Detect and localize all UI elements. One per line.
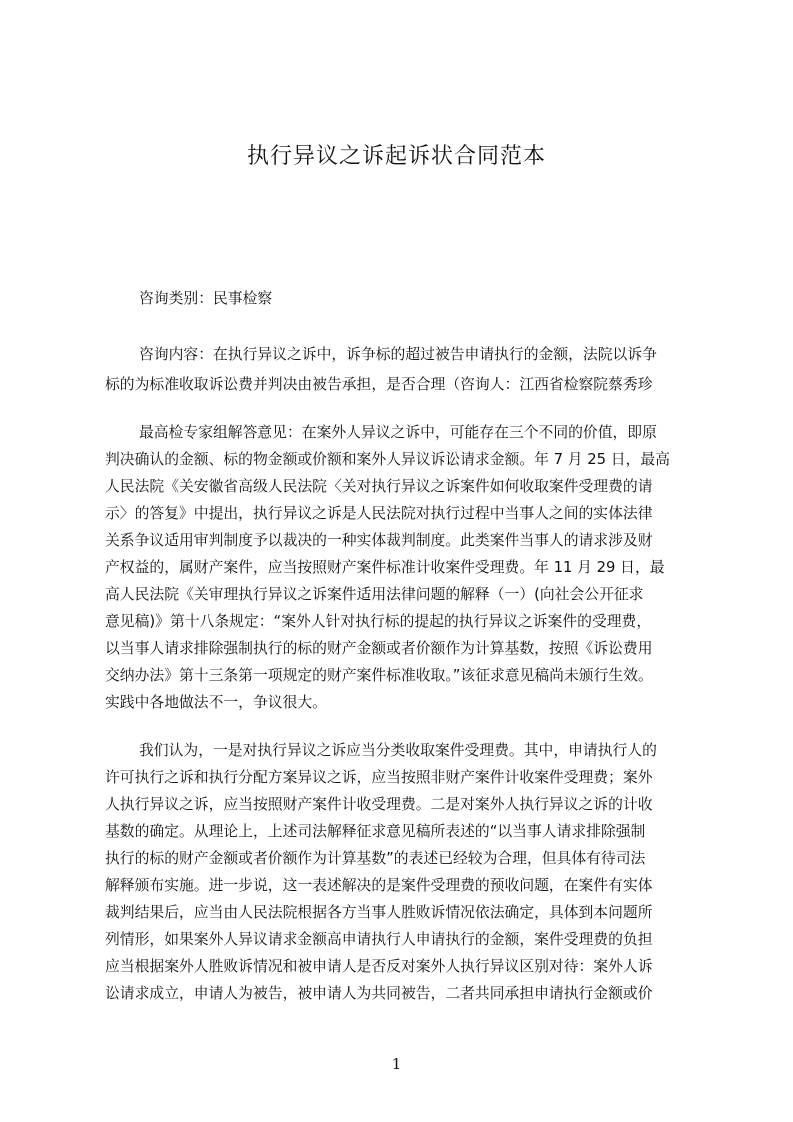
paragraph-line: 关系争议适用审判制度予以裁决的一种实体裁判制度。此类案件当事人的请求涉及财 — [105, 532, 653, 549]
paragraph-line: 以当事人请求排除强制执行的标的财产金额或者价额作为计算基数，按照《诉讼费用 — [105, 640, 653, 657]
paragraph-line: 产权益的，属财产案件，应当按照财产案件标准计收案件受理费。年 11 月 29 日，最 — [105, 559, 665, 576]
paragraph-line: 我们认为，一是对执行异议之诉应当分类收取案件受理费。其中，申请执行人的 — [139, 742, 657, 759]
document-title: 执行异议之诉起诉状合同范本 — [246, 144, 546, 169]
paragraph-line: 人执行异议之诉，应当按照财产案件计收受理费。二是对案外人执行异议之诉的计收 — [105, 796, 653, 813]
paragraph-line: 意见稿)》第十八条规定：“案外人针对执行标的提起的执行异议之诉案件的受理费， — [105, 613, 652, 630]
paragraph-line: 实践中各地做法不一，争议很大。 — [105, 694, 327, 711]
paragraph-line: 裁判结果后，应当由人民法院根据各方当事人胜败诉情况依法确定，具体到本问题所 — [105, 904, 653, 921]
paragraph-line: 人民法院《关安徽省高级人民法院〈关对执行异议之诉案件如何收取案件受理费的请 — [105, 478, 653, 495]
paragraph-line: 交纳办法》第十三条第一项规定的财产案件标准收取。”该征求意见稿尚未颁行生效。 — [105, 667, 653, 684]
paragraph-line: 最高检专家组解答意见：在案外人异议之诉中，可能存在三个不同的价值，即原 — [139, 424, 657, 441]
paragraph-line: 执行的标的财产金额或者价额作为计算基数”的表述已经较为合理，但具体有待司法 — [105, 850, 646, 867]
paragraph-line: 咨询内容：在执行异议之诉中，诉争标的超过被告申请执行的金额，法院以诉争 — [139, 346, 657, 363]
paragraph-line: 高人民法院《关审理执行异议之诉案件适用法律问题的解释（一）(向社会公开征求 — [105, 586, 644, 603]
paragraph-line: 解释颁布实施。进一步说，这一表述解决的是案件受理费的预收问题，在案件有实体 — [105, 877, 653, 894]
page-number: 1 — [391, 1055, 402, 1073]
paragraph-line: 许可执行之诉和执行分配方案异议之诉，应当按照非财产案件计收案件受理费；案外 — [105, 769, 653, 786]
paragraph-line: 标的为标准收取诉讼费并判决由被告承担，是否合理（咨询人：江西省检察院蔡秀珍 — [105, 376, 653, 393]
paragraph-line: 基数的确定。从理论上，上述司法解释征求意见稿所表述的“以当事人请求排除强制 — [105, 823, 646, 840]
paragraph-line: 判决确认的金额、标的物金额或价额和案外人异议诉讼请求金额。年 7 月 25 日，最高 — [105, 451, 670, 468]
category-line: 咨询类别：民事检察 — [139, 290, 273, 307]
paragraph-line: 列情形，如果案外人异议请求金额高申请执行人申请执行的金额，案件受理费的负担 — [105, 931, 653, 948]
paragraph-line: 讼请求成立，申请人为被告，被申请人为共同被告，二者共同承担申请执行金额或价 — [105, 985, 653, 1002]
paragraph-line: 应当根据案外人胜败诉情况和被申请人是否反对案外人执行异议区别对待：案外人诉 — [105, 958, 653, 975]
paragraph-line: 示〉的答复》中提出，执行异议之诉是人民法院对执行过程中当事人之间的实体法律 — [105, 505, 653, 522]
